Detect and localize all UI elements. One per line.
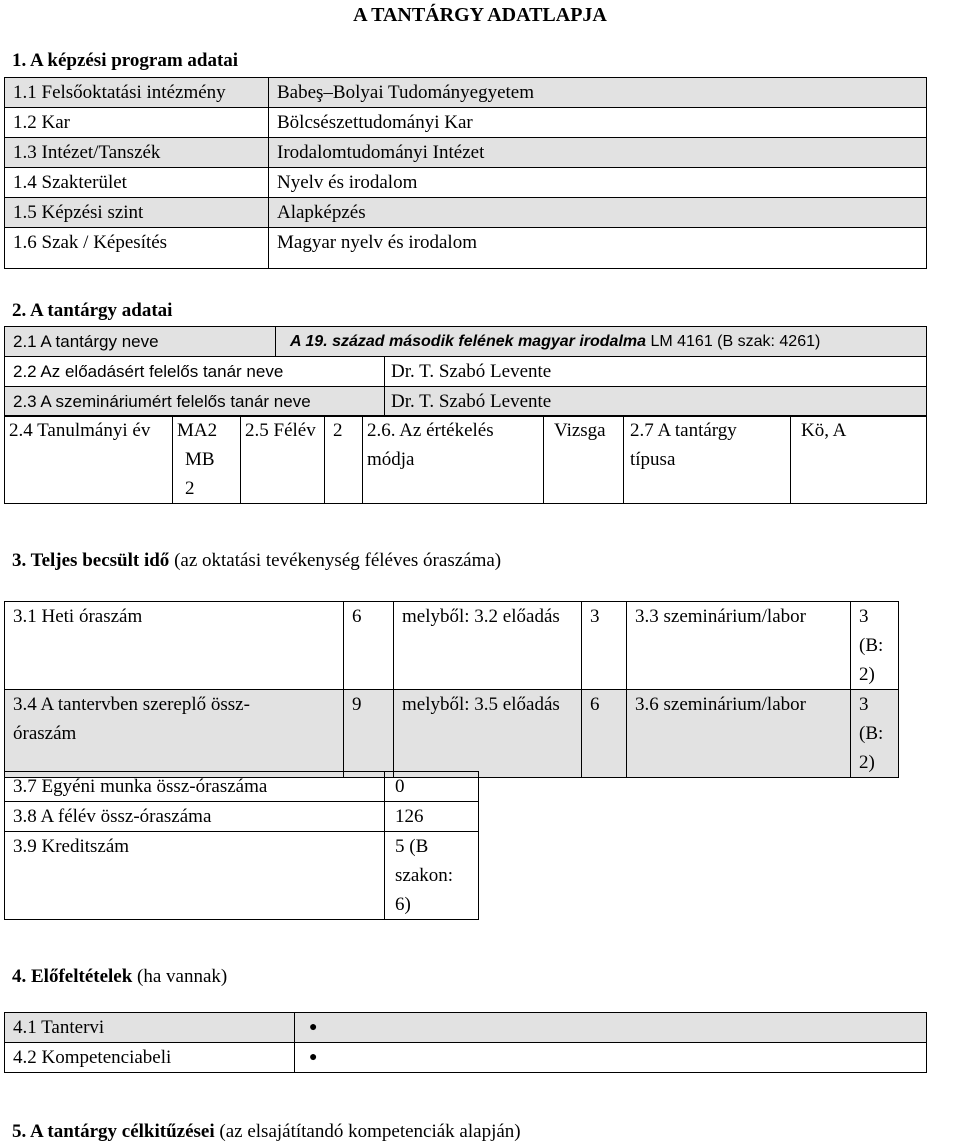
section-3-heading <box>12 550 501 572</box>
total-seminar-value-line: (B: <box>859 723 884 744</box>
competence-prereq-bullet: ● <box>295 1043 927 1073</box>
table-row <box>5 690 899 778</box>
credits-value-line: 5 (B <box>395 836 429 857</box>
credits-table <box>4 771 479 920</box>
table-row <box>5 168 927 198</box>
competence-prereq-label: 4.2 Kompetenciabeli <box>5 1043 295 1073</box>
row-value: Bölcsészettudományi Kar <box>269 108 927 138</box>
table-row <box>5 357 927 387</box>
credits-value-line: 6) <box>395 894 411 915</box>
lecturer-label: 2.2 Az előadásért felelős tanár neve <box>5 357 385 387</box>
table-row <box>5 387 927 417</box>
credits-value-line: szakon: <box>395 865 454 886</box>
year-value-line: MB <box>185 449 215 470</box>
weekly-lecture-value: 3 <box>582 602 627 690</box>
row-value: Babeş–Bolyai Tudományegyetem <box>269 78 927 108</box>
total-lecture-label: melyből: 3.5 előadás <box>394 690 582 778</box>
table-row <box>5 108 927 138</box>
row-label: 1.6 Szak / Képesítés <box>5 228 269 269</box>
row-value: Nyelv és irodalom <box>269 168 927 198</box>
credits-label: 3.9 Kreditszám <box>5 832 385 920</box>
evaluation-label-line: módja <box>367 449 415 470</box>
year-label: 2.4 Tanulmányi év <box>5 416 173 504</box>
credits-value <box>385 832 479 920</box>
seminar-value: Dr. T. Szabó Levente <box>385 387 927 417</box>
course-name-label: 2.1 A tantárgy neve <box>5 327 276 357</box>
semester-hours-label: 3.8 A félév össz-óraszáma <box>5 802 385 832</box>
total-seminar-label: 3.6 szeminárium/labor <box>627 690 851 778</box>
row-label: 1.3 Intézet/Tanszék <box>5 138 269 168</box>
workload-table <box>4 601 899 778</box>
semester-hours-value: 126 <box>385 802 479 832</box>
section-2-heading: 2. A tantárgy adatai <box>12 300 173 321</box>
weekly-seminar-value-line: (B: <box>859 635 884 656</box>
seminar-label: 2.3 A szemináriumért felelős tanár neve <box>5 387 385 417</box>
weekly-seminar-label: 3.3 szeminárium/labor <box>627 602 851 690</box>
individual-work-value: 0 <box>385 772 479 802</box>
year-value-line: 2 <box>185 478 195 499</box>
row-value: Irodalomtudományi Intézet <box>269 138 927 168</box>
table-row <box>5 416 927 504</box>
course-name-code: LM 4161 (B szak: 4261) <box>646 333 821 350</box>
curricular-prereq-label: 4.1 Tantervi <box>5 1013 295 1043</box>
type-label-line: típusa <box>630 449 676 470</box>
section-5-heading <box>12 1121 521 1143</box>
weekly-seminar-value <box>851 602 899 690</box>
weekly-lecture-label: melyből: 3.2 előadás <box>394 602 582 690</box>
total-seminar-value-line: 2) <box>859 752 875 773</box>
section-3-heading-rest: (az oktatási tevékenység féléves óraszáma) <box>169 550 502 571</box>
section-4-heading-bold: 4. Előfeltételek <box>12 966 133 987</box>
table-row <box>5 327 927 357</box>
row-label: 1.5 Képzési szint <box>5 198 269 228</box>
curricular-prereq-bullet: ● <box>295 1013 927 1043</box>
total-hours-label-line: óraszám <box>13 723 77 744</box>
table-row <box>5 832 479 920</box>
row-label: 1.4 Szakterület <box>5 168 269 198</box>
table-row <box>5 198 927 228</box>
total-seminar-value <box>851 690 899 778</box>
section-3-heading-bold: 3. Teljes becsült idő <box>12 550 170 571</box>
course-name-table <box>4 326 927 357</box>
total-lecture-value: 6 <box>582 690 627 778</box>
total-hours-label-line: 3.4 A tantervben szereplő össz- <box>13 694 250 715</box>
section-5-heading-rest: (az elsajátítandó kompetenciák alapján) <box>214 1121 521 1142</box>
type-label-line: 2.7 A tantárgy <box>630 420 737 441</box>
course-name-value <box>276 327 927 357</box>
semester-value: 2 <box>325 416 363 504</box>
page-title: A TANTÁRGY ADATLAPJA <box>353 4 607 26</box>
total-hours-label <box>5 690 344 778</box>
lecturer-value: Dr. T. Szabó Levente <box>385 357 927 387</box>
lecturer-table <box>4 356 927 417</box>
type-value: Kö, A <box>791 416 927 504</box>
section-4-heading-rest: (ha vannak) <box>132 966 228 987</box>
year-value-line: MA2 <box>177 420 218 441</box>
weekly-hours-value: 6 <box>344 602 394 690</box>
row-label: 1.1 Felsőoktatási intézmény <box>5 78 269 108</box>
section-4-heading <box>12 966 227 988</box>
table-row <box>5 602 899 690</box>
table-row <box>5 78 927 108</box>
semester-label: 2.5 Félév <box>241 416 325 504</box>
table-row <box>5 228 927 269</box>
evaluation-label-line: 2.6. Az értékelés <box>367 420 494 441</box>
table-row <box>5 802 479 832</box>
section-5-heading-bold: 5. A tantárgy célkitűzései <box>12 1121 215 1142</box>
year-value <box>173 416 241 504</box>
individual-work-label: 3.7 Egyéni munka össz-óraszáma <box>5 772 385 802</box>
row-label: 1.2 Kar <box>5 108 269 138</box>
course-name-title: A 19. század második felének magyar irodalma <box>290 333 647 350</box>
table-row <box>5 1043 927 1073</box>
evaluation-label <box>363 416 544 504</box>
prerequisites-table <box>4 1012 927 1073</box>
program-data-table <box>4 77 927 269</box>
weekly-hours-label: 3.1 Heti óraszám <box>5 602 344 690</box>
course-details-table <box>4 415 927 504</box>
table-row <box>5 1013 927 1043</box>
weekly-seminar-value-line: 3 <box>859 606 869 627</box>
table-row <box>5 772 479 802</box>
table-row <box>5 138 927 168</box>
row-value: Alapképzés <box>269 198 927 228</box>
evaluation-value: Vizsga <box>544 416 624 504</box>
total-seminar-value-line: 3 <box>859 694 869 715</box>
total-hours-value: 9 <box>344 690 394 778</box>
type-label <box>624 416 791 504</box>
section-1-heading: 1. A képzési program adatai <box>12 50 239 71</box>
weekly-seminar-value-line: 2) <box>859 664 875 685</box>
row-value: Magyar nyelv és irodalom <box>269 228 927 269</box>
